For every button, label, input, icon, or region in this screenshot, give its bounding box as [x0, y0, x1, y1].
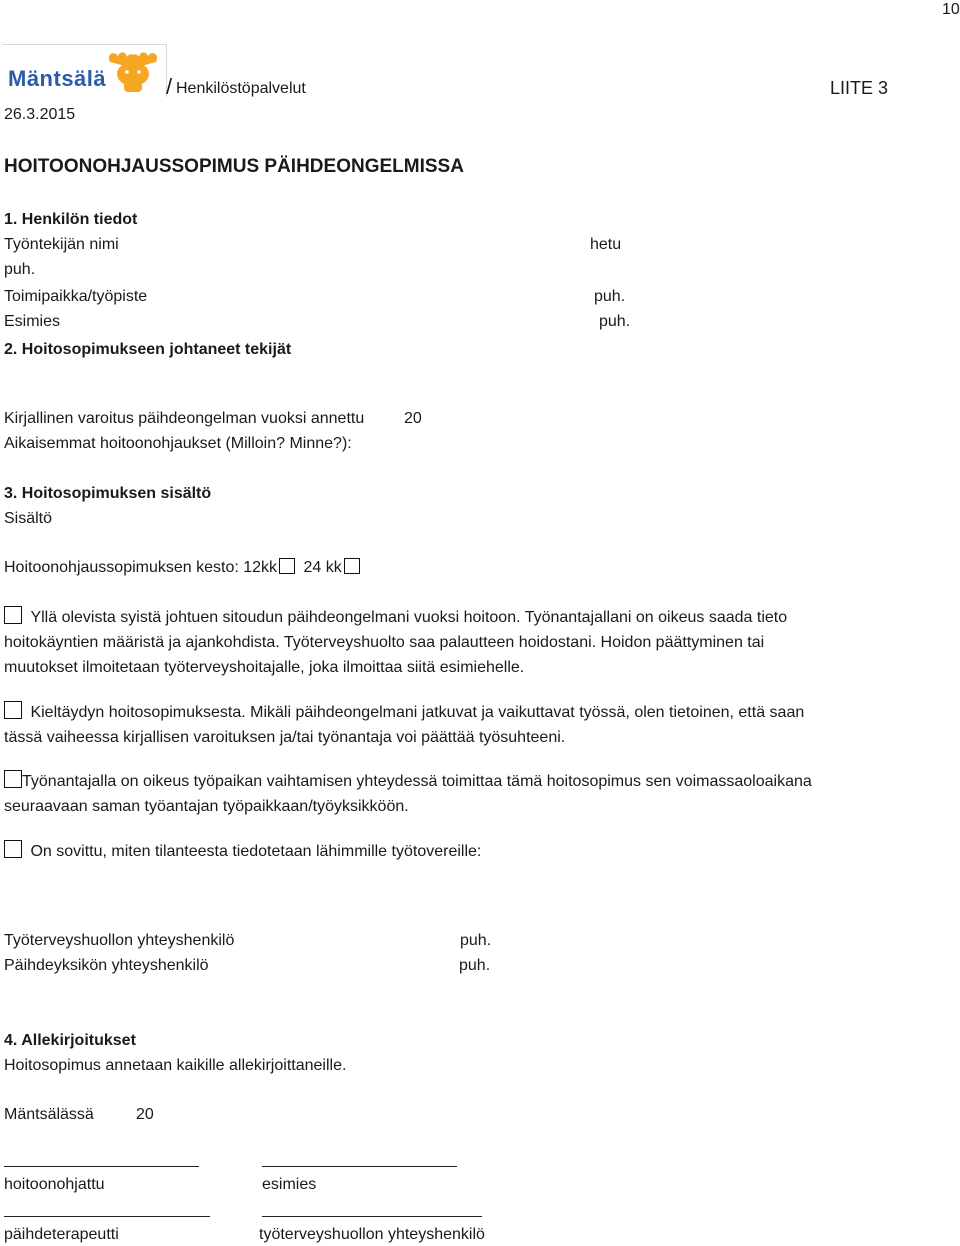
signature-label-patient: hoitoonohjattu	[4, 1176, 105, 1193]
clause3-checkbox[interactable]	[4, 770, 22, 788]
content-label: Sisältö	[4, 510, 53, 527]
signature-label-therapist: päihdeterapeutti	[4, 1226, 119, 1243]
section1-heading: 1. Henkilön tiedot	[4, 211, 138, 228]
appendix-label: LIITE 3	[830, 78, 889, 98]
substance-unit-phone-label: puh.	[459, 957, 491, 974]
clause1-text: Yllä olevista syistä johtuen sitoudun päihdeongelmani vuoksi hoitoon. Työnantajallani on oikeus saada tieto hoitokäyntien määristä ja ajankohdista. Työterveyshuolto saa palautteen hoidostani. Hoidon päättyminen tai muutokset ilmoitetaan työterveyshoitajalle, joka ilmoittaa siitä esimiehelle.	[4, 609, 788, 676]
hetu-label: hetu	[590, 236, 622, 253]
employee-phone-label: puh.	[4, 261, 36, 278]
clause4-paragraph	[4, 839, 834, 864]
signature-line-patient	[4, 1166, 199, 1167]
previous-referrals-label: Aikaisemmat hoitoonohjaukset (Milloin? Minne?):	[4, 435, 352, 452]
signing-year: 20	[136, 1106, 154, 1123]
header-slash: /	[166, 74, 173, 99]
clause3-text: Työnantajalla on oikeus työpaikan vaihtamisen yhteydessä toimittaa tämä hoitosopimus sen voimassaoloaikana seuraavaan saman työantajan työpaikkaan/työyksikköön.	[4, 773, 812, 815]
signature-label-occ-health: työterveyshuollon yhteyshenkilö	[259, 1226, 485, 1243]
supervisor-label: Esimies	[4, 313, 61, 330]
clause3-paragraph	[4, 769, 834, 819]
signature-line-therapist	[4, 1216, 210, 1217]
clause2-paragraph	[4, 700, 834, 750]
signature-line-supervisor	[262, 1166, 457, 1167]
clause4-text: On sovittu, miten tilanteesta tiedotetaan lähimmille työtovereille:	[30, 843, 482, 860]
clause2-text: Kieltäydyn hoitosopimuksesta. Mikäli päihdeongelmani jatkuvat ja vaikuttavat työssä, olen tietoinen, että saan tässä vaiheessa kirjallisen varoituksen ja/tai työnantaja voi päättää työsuhteeni.	[4, 704, 805, 746]
workplace-label: Toimipaikka/työpiste	[4, 288, 148, 305]
duration-option2-label: 24 kk	[303, 559, 342, 576]
warning-label: Kirjallinen varoitus päihdeongelman vuoksi annettu	[4, 410, 365, 427]
clause4-checkbox[interactable]	[4, 840, 22, 858]
duration-row	[4, 558, 360, 578]
clause1-paragraph	[4, 605, 834, 680]
signing-place: Mäntsälässä	[4, 1106, 94, 1123]
department-name: Henkilöstöpalvelut	[176, 80, 306, 97]
signature-label-supervisor: esimies	[262, 1176, 317, 1193]
section4-heading: 4. Allekirjoitukset	[4, 1032, 136, 1049]
warning-year: 20	[404, 410, 422, 427]
page-number: 10	[942, 1, 960, 18]
clause2-checkbox[interactable]	[4, 701, 22, 719]
signatures-note: Hoitosopimus annetaan kaikille allekirjoittaneille.	[4, 1057, 347, 1074]
duration-24kk-checkbox[interactable]	[344, 558, 360, 574]
clause1-checkbox[interactable]	[4, 606, 22, 624]
occ-health-phone-label: puh.	[460, 932, 492, 949]
signature-line-occ-health	[262, 1216, 482, 1217]
logo-text: Mäntsälä	[8, 66, 107, 91]
section3-heading: 3. Hoitosopimuksen sisältö	[4, 485, 212, 502]
workplace-phone-label: puh.	[594, 288, 626, 305]
document-date: 26.3.2015	[4, 106, 76, 123]
occ-health-contact-label: Työterveyshuollon yhteyshenkilö	[4, 932, 235, 949]
employee-name-label: Työntekijän nimi	[4, 236, 119, 253]
duration-label: Hoitoonohjaussopimuksen kesto: 12kk	[4, 559, 278, 576]
document-title: HOITOONOHJAUSSOPIMUS PÄIHDEONGELMISSA	[4, 156, 464, 177]
section2-heading: 2. Hoitosopimukseen johtaneet tekijät	[4, 341, 292, 358]
substance-unit-contact-label: Päihdeyksikön yhteyshenkilö	[4, 957, 209, 974]
duration-12kk-checkbox[interactable]	[279, 558, 295, 574]
supervisor-phone-label: puh.	[599, 313, 631, 330]
